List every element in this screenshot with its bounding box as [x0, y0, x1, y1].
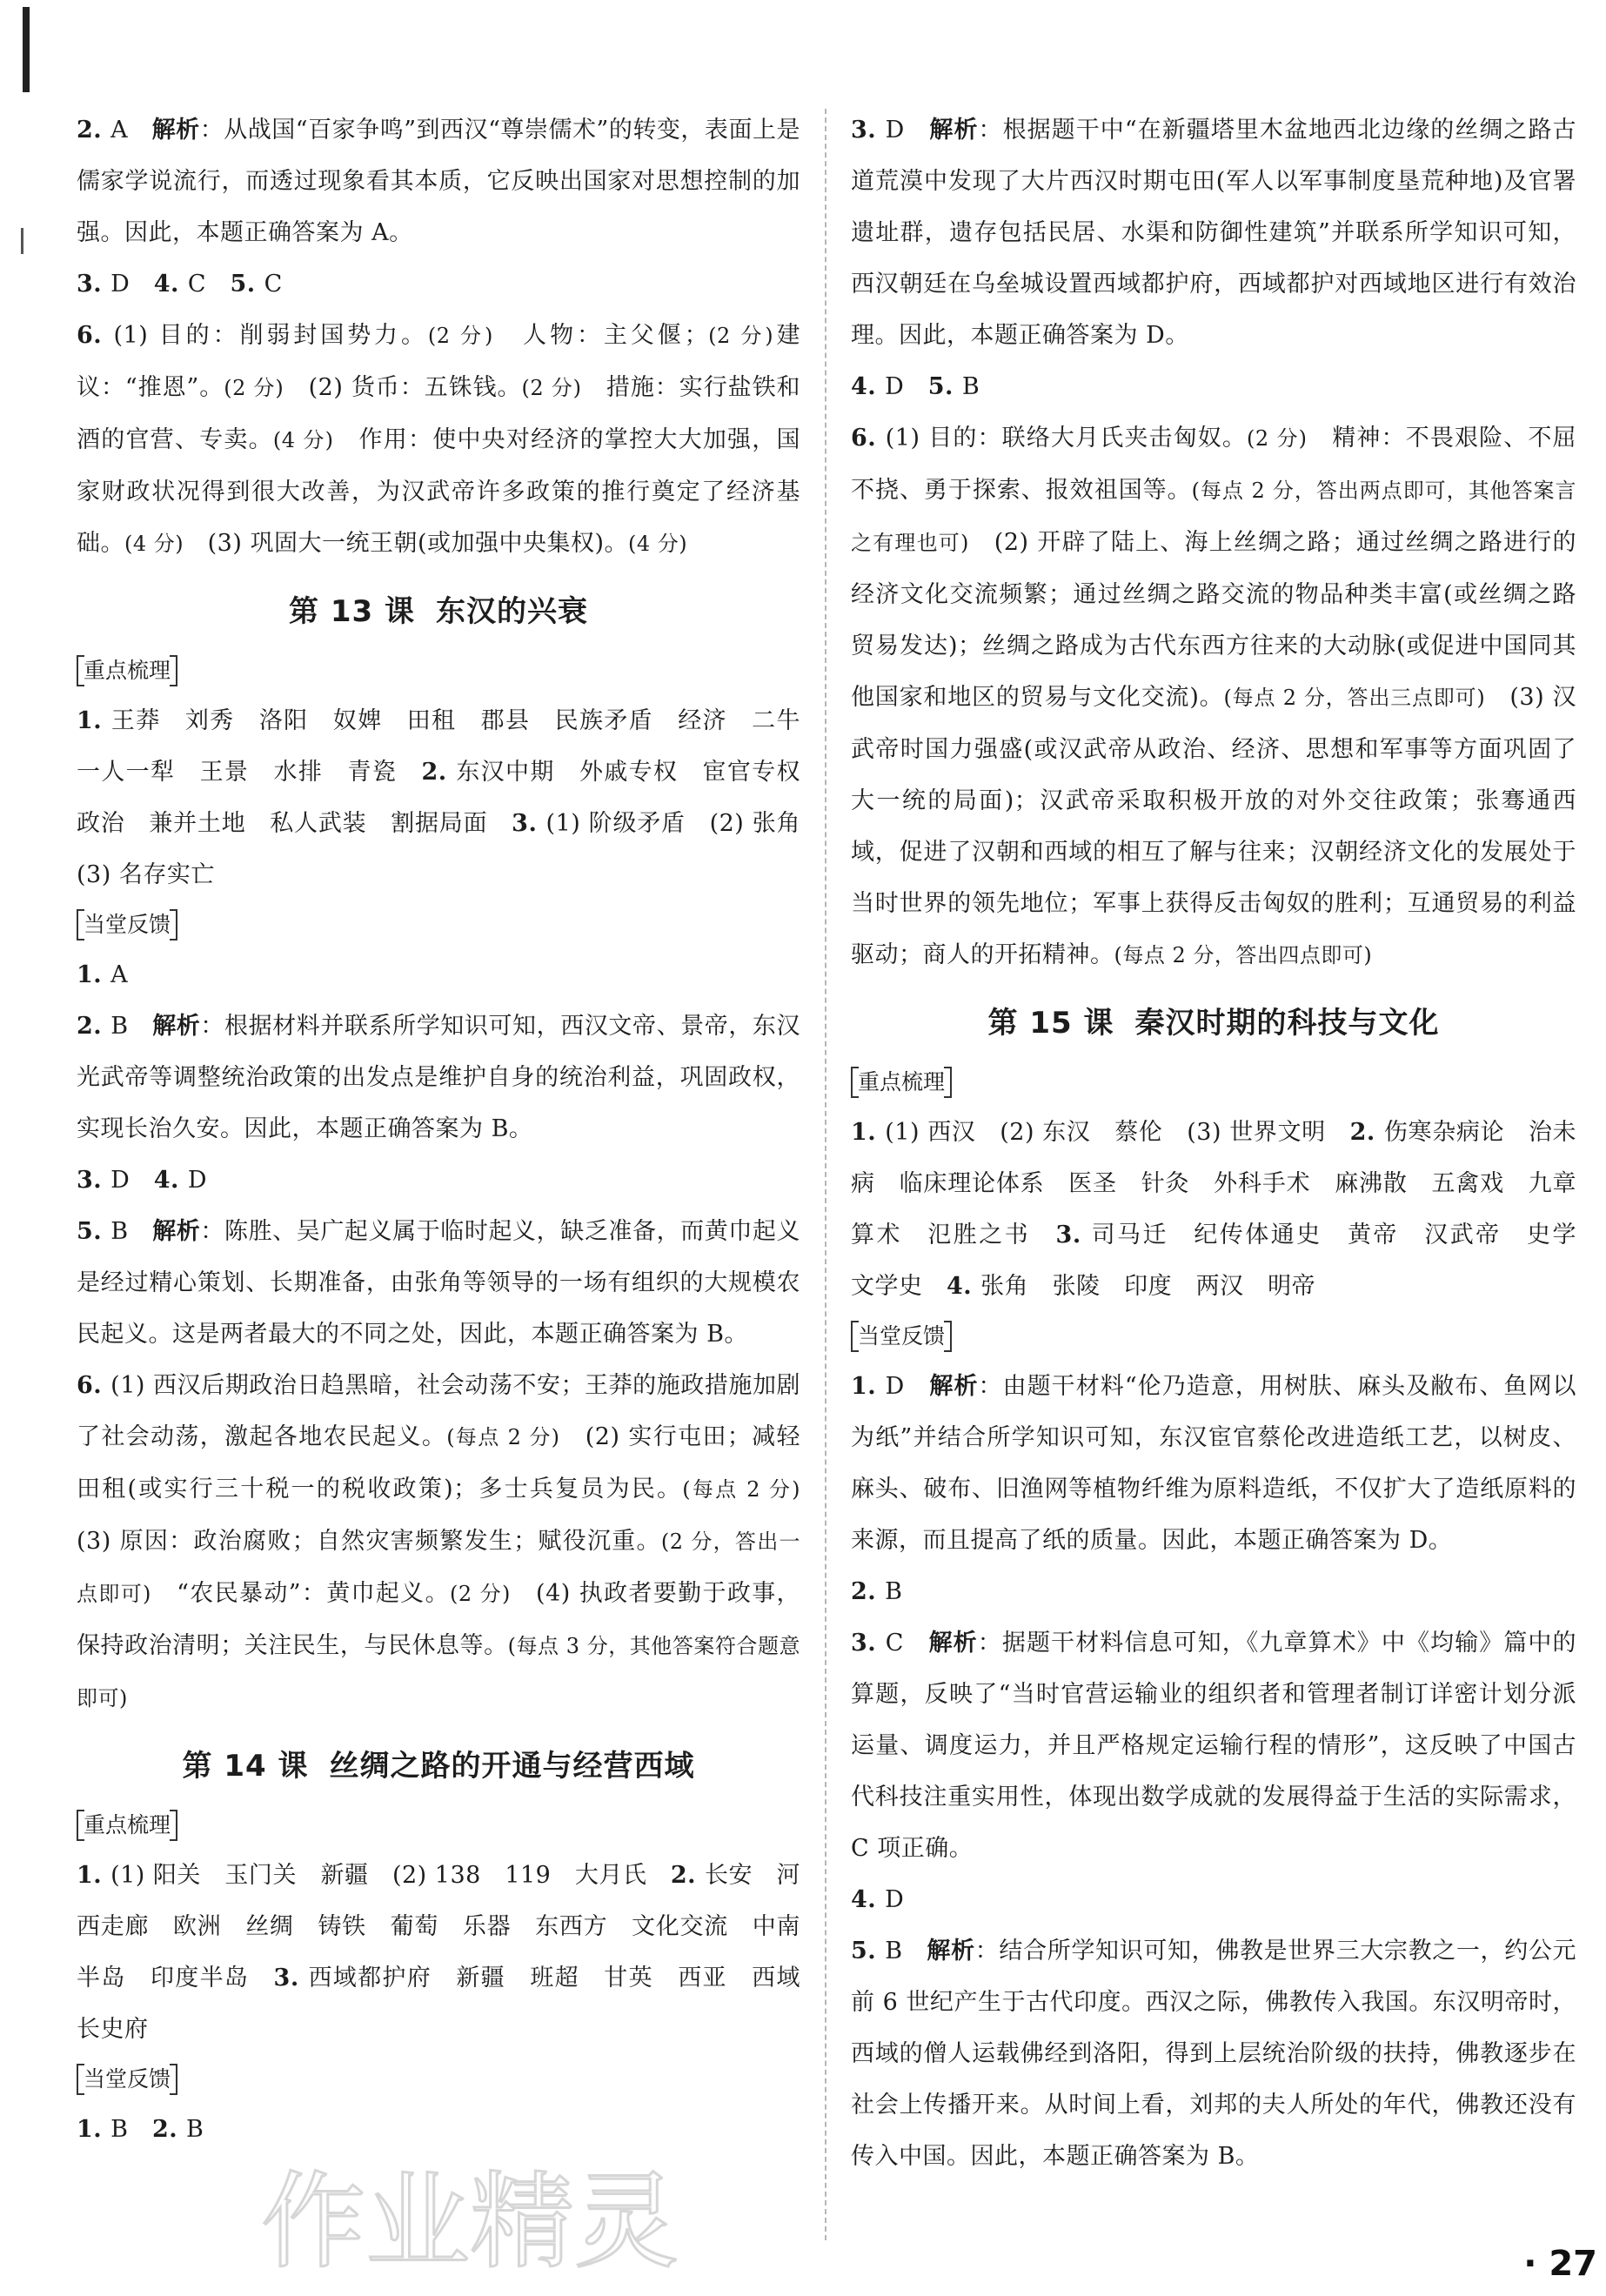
- section-tag-label: 重点梳理: [77, 1801, 177, 1850]
- score-note: (每点 3 分，其他答案符合题意即可): [77, 1634, 801, 1710]
- lesson-number: 第 15 课: [987, 1006, 1114, 1041]
- key-points: [851, 1107, 1601, 1312]
- section-tag-label: 重点梳理: [77, 646, 177, 695]
- answer-letter: B: [110, 1013, 129, 1040]
- answer-letter: D: [110, 1167, 130, 1194]
- section-tag-label: 当堂反馈: [851, 1312, 952, 1361]
- analysis-text: ：根据题干中“在新疆塔里木盆地西北边缘的丝绸之路古道荒漠中发现了大片西汉时期屯田(军人以军事制度垦荒种地)及官署遗址群，遗存包括民居、水渠和防御性建筑”并联系所学知识可知，西汉朝廷在乌垒城设置西域都护府，西域都护对西域地区进行有效治理。因此，本题正确答案为 D。: [851, 117, 1577, 349]
- question-number: 1.: [851, 1373, 886, 1400]
- answer-item: [851, 361, 1576, 412]
- page-number-dot: ·: [1523, 2244, 1537, 2284]
- analysis-text: ：据题干材料信息可知，《九章算术》中《均输》篇中的算题，反映了“当时官营运输业的组织者和管理者制订详密计划分派运量、调度运力，并且严格规定运输行程的情形”，这反映了中国古代科技注重实用性，体现出数学成就的发展得益于生活的实际需求，C 项正确。: [851, 1630, 1577, 1862]
- answer-letter: B: [885, 1578, 903, 1605]
- answer-letter: D: [885, 117, 905, 144]
- question-number: 2.: [77, 117, 111, 144]
- score-note: (每点 2 分): [446, 1425, 560, 1449]
- analysis-label: 解析: [929, 1373, 979, 1400]
- answer-text: 作用：使中央对经济的掌控大大加强，国家财政状况得到很大改善，为汉武帝许多政策的推行奠定了经济基础。: [77, 426, 801, 557]
- question-number: 4.: [153, 1167, 188, 1194]
- section-tag: [77, 1801, 800, 1850]
- section-tag: [77, 2055, 800, 2104]
- answer-item: [77, 104, 800, 258]
- question-number: 3.: [512, 810, 546, 837]
- answer-letter: D: [110, 271, 130, 298]
- score-note: (每点 2 分，答出四点即可): [1114, 943, 1373, 967]
- answer-letter: C: [885, 1630, 904, 1657]
- score-note: (2 分): [427, 324, 493, 348]
- question-number: 2.: [151, 2116, 187, 2143]
- answer-text: “农民暴动”：黄巾起义。: [177, 1580, 450, 1607]
- question-number: 3.: [273, 1965, 309, 1991]
- section-tag-label: 重点梳理: [851, 1058, 952, 1107]
- analysis-label: 解析: [928, 1630, 978, 1657]
- question-number: 6.: [77, 1372, 111, 1399]
- binding-edge-tick: [21, 228, 23, 254]
- answer-letter: D: [885, 1886, 905, 1913]
- question-number: 2.: [421, 759, 457, 786]
- score-note: (2 分): [449, 1582, 511, 1606]
- question-number: 3.: [77, 271, 111, 298]
- answer-item: [851, 412, 1576, 981]
- answer-text: 人物：主父偃；: [523, 322, 709, 349]
- score-note: (每点 2 分，答出两点即可，其他答案言之有理也可): [851, 479, 1577, 555]
- answer-letter: B: [186, 2116, 204, 2143]
- answer-text: 伤寒杂病论 治未病 临床理论体系 医圣 针灸 外科手术 麻沸散 五禽戏 九章算术 氾胜之书: [851, 1119, 1577, 1248]
- answer-letter: B: [885, 1938, 903, 1965]
- score-note: (2 分): [708, 324, 774, 348]
- analysis-text: ：陈胜、吴广起义属于临时起义，缺乏准备，而黄巾起义是经过精心策划、长期准备，由张角等领导的一场有组织的大规模农民起义。这是两者最大的不同之处，因此，本题正确答案为 B。: [77, 1218, 801, 1348]
- lesson-title: 东汉的兴衰: [436, 594, 588, 629]
- page-number: [1523, 2244, 1597, 2284]
- answer-item: [77, 1360, 800, 1724]
- answer-text: (1) 西汉后期政治日趋黑暗，社会动荡不安；王莽的施政措施加剧了社会动荡，激起各地农民起义。: [77, 1372, 801, 1450]
- question-number: 1.: [851, 1119, 886, 1146]
- analysis-label: 解析: [151, 117, 200, 144]
- lesson-heading: [77, 1731, 800, 1801]
- answer-letter: A: [110, 117, 129, 144]
- watermark-logo: [252, 2153, 722, 2284]
- score-note: (2 分): [224, 376, 284, 400]
- key-points: [77, 1850, 800, 2055]
- question-number: 3.: [851, 117, 886, 144]
- answer-text: 建议：“推恩”。: [77, 322, 801, 401]
- analysis-label: 解析: [152, 1218, 201, 1245]
- question-number: 4.: [947, 1273, 981, 1300]
- answer-item: [77, 1001, 800, 1155]
- answer-text: (2) 实行屯田；减轻田租(或实行三十税一的税收政策)；多士兵复员为民。: [77, 1423, 801, 1503]
- answer-item: [851, 104, 1576, 361]
- answer-text: (1) 目的：削弱封国势力。: [113, 322, 428, 349]
- lesson-number: 第 14 课: [182, 1749, 309, 1784]
- score-note: (4 分): [124, 532, 184, 556]
- answer-letter: D: [187, 1167, 207, 1194]
- answer-letter: B: [110, 1218, 129, 1245]
- answer-text: (1) 西汉 (2) 东汉 蔡伦 (3) 世界文明: [885, 1119, 1350, 1146]
- section-tag-label: 当堂反馈: [77, 900, 177, 949]
- answer-text: (3) 巩固大一统王朝(或加强中央集权)。: [207, 530, 629, 557]
- answer-text: (1) 目的：联络大月氏夹击匈奴。: [885, 425, 1248, 452]
- answer-text: 张角 张陵 印度 两汉 明帝: [980, 1273, 1316, 1300]
- analysis-text: ：从战国“百家争鸣”到西汉“尊崇儒术”的转变，表面上是儒家学说流行，而透过现象看其本质，它反映出国家对思想控制的加强。因此，本题正确答案为 A。: [77, 117, 800, 246]
- column-divider: [825, 109, 826, 2240]
- key-points: [77, 695, 825, 900]
- score-note: (2 分): [521, 376, 582, 400]
- lesson-title: 丝绸之路的开通与经营西域: [329, 1749, 695, 1784]
- analysis-text: ：结合所学知识可知，佛教是世界三大宗教之一，约公元前 6 世纪产生于古代印度。西汉之际，佛教传入我国。东汉明帝时，西域的僧人运载佛经到洛阳，得到上层统治阶级的扶持，佛教逐步在社会上传播开来。从时间上看，刘邦的夫人所处的年代，佛教还没有传入中国。因此，本题正确答案为 B。: [851, 1938, 1577, 2170]
- section-tag: [851, 1312, 1576, 1361]
- question-number: 4.: [851, 1886, 886, 1913]
- question-number: 5.: [77, 1218, 111, 1245]
- analysis-label: 解析: [929, 117, 979, 144]
- section-tag: [77, 900, 800, 949]
- analysis-text: ：由题干材料“伦乃造意，用树肤、麻头及敝布、鱼网以为纸”并结合所学知识可知，东汉宦官蔡伦改进造纸工艺，以树皮、麻头、破布、旧渔网等植物纤维为原料造纸，不仅扩大了造纸原料的来源，而且提高了纸的质量。因此，本题正确答案为 D。: [851, 1373, 1577, 1554]
- answer-item: [851, 1566, 1576, 1617]
- answer-letter: C: [187, 271, 207, 298]
- section-tag: [77, 646, 800, 695]
- answer-item: [77, 949, 800, 1001]
- answer-item: [77, 1155, 800, 1206]
- answer-item: [77, 1206, 800, 1360]
- lesson-heading: [77, 577, 800, 646]
- answer-text: 精神：不畏艰险、不屈不挠、勇于探索、报效祖国等。: [851, 425, 1577, 504]
- answer-text: 司马迁 纪传体通史 黄帝 汉武帝 史学 文学史: [851, 1222, 1601, 1300]
- section-tag-label: 当堂反馈: [77, 2055, 177, 2104]
- section-tag: [851, 1058, 1576, 1107]
- question-number: 5.: [851, 1938, 886, 1965]
- answer-item: [851, 1617, 1576, 1874]
- answer-text: (4) 执政者要勤于政事，保持政治清明；关注民生，与民休息等。: [77, 1580, 801, 1659]
- question-number: 2.: [851, 1578, 886, 1605]
- question-number: 1.: [77, 707, 111, 734]
- question-number: 5.: [230, 271, 264, 298]
- watermark-text: 作业精灵: [261, 2162, 679, 2283]
- binding-edge-mark: [23, 7, 30, 92]
- question-number: 4.: [153, 271, 188, 298]
- question-number: 3.: [851, 1630, 886, 1657]
- question-number: 3.: [1055, 1222, 1092, 1248]
- question-number: 6.: [77, 322, 114, 349]
- answer-letter: D: [885, 373, 905, 400]
- answer-text: 王莽 刘秀 洛阳 奴婢 田租 郡县 民族矛盾 经济 二牛一人一犁 王景 水排 青瓷: [77, 707, 800, 786]
- question-number: 2.: [77, 1013, 111, 1040]
- answer-text: (3) 原因：政治腐败；自然灾害频繁发生；赋役沉重。: [77, 1528, 661, 1555]
- answer-text: (2) 货币：五铢钱。: [308, 374, 522, 401]
- answer-text: (2) 开辟了陆上、海上丝绸之路；通过丝绸之路进行的经济文化交流频繁；通过丝绸之路交流的物品种类丰富(或丝绸之路贸易发达)；丝绸之路成为古代东西方往来的大动脉(或促进中国同其他国家和地区的贸易与文化交流)。: [851, 529, 1577, 711]
- question-number: 6.: [851, 425, 886, 452]
- answer-letter: D: [885, 1373, 905, 1400]
- question-number: 1.: [77, 2116, 111, 2143]
- analysis-label: 解析: [152, 1013, 201, 1040]
- answer-letter: B: [110, 2116, 129, 2143]
- answer-letter: A: [110, 961, 129, 988]
- answer-item: [851, 1361, 1576, 1566]
- right-column: [851, 104, 1601, 2182]
- answer-text: 西域都护府 新疆 班超 甘英 西亚 西域长史府: [77, 1965, 800, 2043]
- analysis-text: ：根据材料并联系所学知识可知，西汉文帝、景帝，东汉光武帝等调整统治政策的出发点是维护自身的统治利益，巩固政权，实现长治久安。因此，本题正确答案为 B。: [77, 1013, 801, 1142]
- answer-item: [77, 2104, 800, 2155]
- answer-item: [851, 1874, 1576, 1925]
- score-note: (4 分): [272, 428, 334, 452]
- score-note: (2 分): [1247, 426, 1308, 451]
- score-note: (2 分，答出一点即可): [77, 1530, 801, 1606]
- question-number: 1.: [77, 961, 111, 988]
- answer-text: 东汉中期 外戚专权 宦官专权 政治 兼并土地 私人武装 割据局面: [77, 759, 825, 837]
- question-number: 1.: [77, 1862, 111, 1889]
- answer-text: (3) 汉武帝时国力强盛(或汉武帝从政治、经济、思想和军事等方面巩固了大一统的局面)；汉武帝采取积极开放的对外交往政策；张骞通西域，促进了汉朝和西域的相互了解与往来；汉朝经济文化的发展处于当时世界的领先地位；军事上获得反击匈奴的胜利；互通贸易的利益驱动；商人的开拓精神。: [851, 684, 1576, 968]
- answer-text: (1) 阶级矛盾 (2) 张角 (3) 名存实亡: [77, 810, 825, 888]
- lesson-heading: [851, 988, 1576, 1058]
- left-column: [77, 104, 825, 2155]
- page-number-value: 27: [1549, 2244, 1597, 2284]
- answer-item: [77, 310, 800, 570]
- score-note: (4 分): [628, 532, 688, 556]
- question-number: 2.: [1349, 1119, 1384, 1146]
- answer-letter: B: [961, 373, 980, 400]
- answer-letter: C: [264, 271, 283, 298]
- lesson-title: 秦汉时期的科技与文化: [1134, 1006, 1440, 1041]
- answer-text: (1) 阳关 玉门关 新疆 (2) 138 119 大月氏: [110, 1862, 671, 1889]
- question-number: 2.: [670, 1862, 705, 1889]
- score-note: (每点 2 分): [682, 1477, 800, 1502]
- question-number: 5.: [927, 373, 962, 400]
- analysis-label: 解析: [927, 1938, 975, 1965]
- question-number: 3.: [77, 1167, 111, 1194]
- answer-item: [851, 1925, 1576, 2182]
- answer-text: 措施：实行盐铁和酒的官营、专卖。: [77, 374, 801, 453]
- score-note: (每点 2 分，答出三点即可): [1223, 686, 1486, 710]
- answer-item: [77, 258, 800, 310]
- question-number: 4.: [851, 373, 886, 400]
- lesson-number: 第 13 课: [289, 594, 415, 629]
- answer-text: 长安 河西走廊 欧洲 丝绸 铸铁 葡萄 乐器 东西方 文化交流 中南半岛 印度半岛: [77, 1862, 800, 1991]
